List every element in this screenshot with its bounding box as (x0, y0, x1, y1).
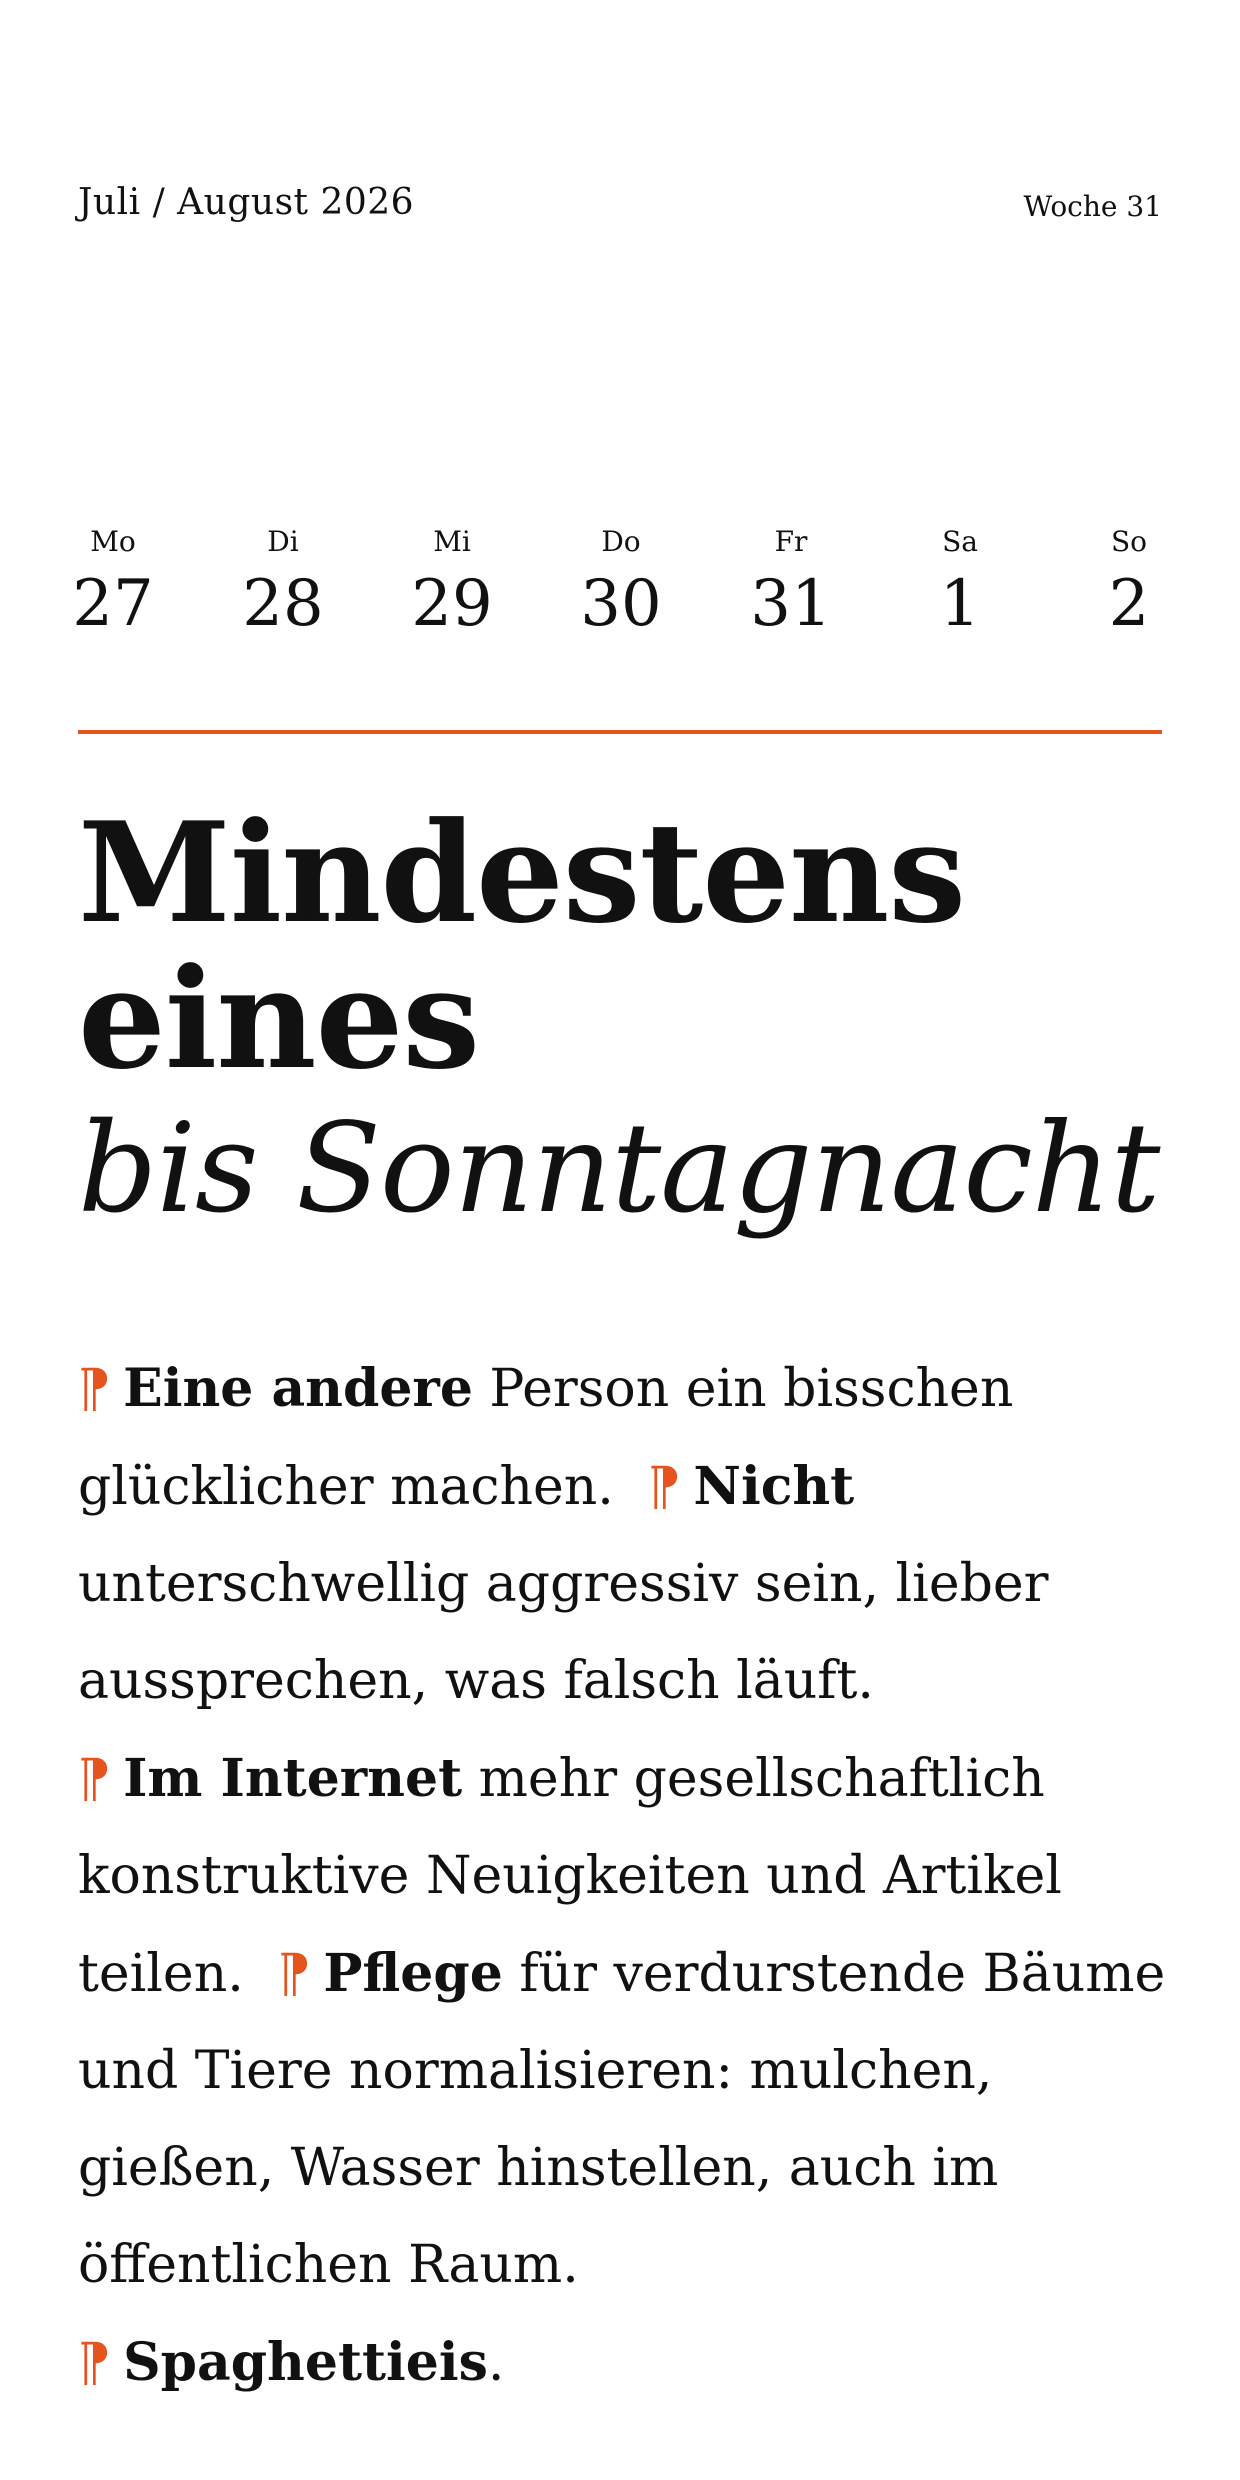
day-name: Di (267, 525, 299, 558)
week-days (72, 522, 1162, 662)
day-name: Do (601, 525, 641, 558)
title-line-1: Mindestens (78, 791, 966, 954)
day-date: 1 (939, 567, 981, 641)
day-saturday (900, 522, 1020, 644)
pilcrow-icon: ¶ (278, 1944, 312, 2004)
day-date: 2 (1108, 567, 1150, 641)
day-sunday (1069, 522, 1189, 644)
day-date: 30 (580, 567, 662, 641)
task-lead: Nicht (693, 1456, 855, 1517)
title-line-3: bis Sonntagnacht (78, 1097, 1160, 1241)
task-text: mehr gesellschaftlich konstruktive Neuigkeiten und Artikel teilen. (78, 1749, 1062, 2004)
week-label: Woche 31 (1023, 190, 1162, 223)
task-text: unterschwellig aggressiv sein, lieber aussprechen, was falsch läuft. (78, 1554, 1049, 1711)
day-date: 27 (72, 567, 154, 641)
task-lead: Eine andere (123, 1358, 473, 1419)
pilcrow-icon: ¶ (78, 1359, 112, 1419)
pilcrow-icon: ¶ (78, 1749, 112, 1809)
task-lead: Pflege (323, 1943, 503, 2004)
task-item (78, 1359, 1013, 1517)
task-list (78, 1340, 1168, 2412)
pilcrow-icon: ¶ (78, 2333, 112, 2393)
day-tuesday (223, 522, 343, 644)
accent-divider (78, 730, 1162, 734)
month-label: Juli / August 2026 (78, 182, 415, 223)
task-item (78, 2333, 504, 2393)
day-date: 29 (411, 567, 493, 641)
task-text: . (487, 2333, 505, 2393)
day-thursday (561, 522, 681, 644)
day-name: Mi (433, 525, 471, 558)
day-name: Fr (774, 525, 808, 558)
task-lead: Im Internet (123, 1748, 463, 1809)
day-name: Mo (90, 525, 136, 558)
title-line-2: eines (78, 937, 480, 1100)
page-header (78, 182, 1162, 232)
day-wednesday (392, 522, 512, 644)
day-name: Sa (942, 525, 978, 558)
day-date: 28 (242, 567, 324, 641)
day-monday (53, 522, 173, 644)
task-text: Person ein bisschen glücklicher machen. (78, 1359, 1014, 1517)
task-text: für verdurstende Bäume und Tiere normalisieren: mulchen, gießen, Wasser hinstellen, auch im öffentlichen Raum. (78, 1944, 1166, 2295)
day-date: 31 (750, 567, 832, 641)
pilcrow-icon: ¶ (648, 1457, 682, 1517)
day-name: So (1110, 525, 1148, 558)
page-title (78, 791, 1178, 1244)
day-friday (731, 522, 851, 644)
task-lead: Spaghettieis (123, 2332, 488, 2393)
